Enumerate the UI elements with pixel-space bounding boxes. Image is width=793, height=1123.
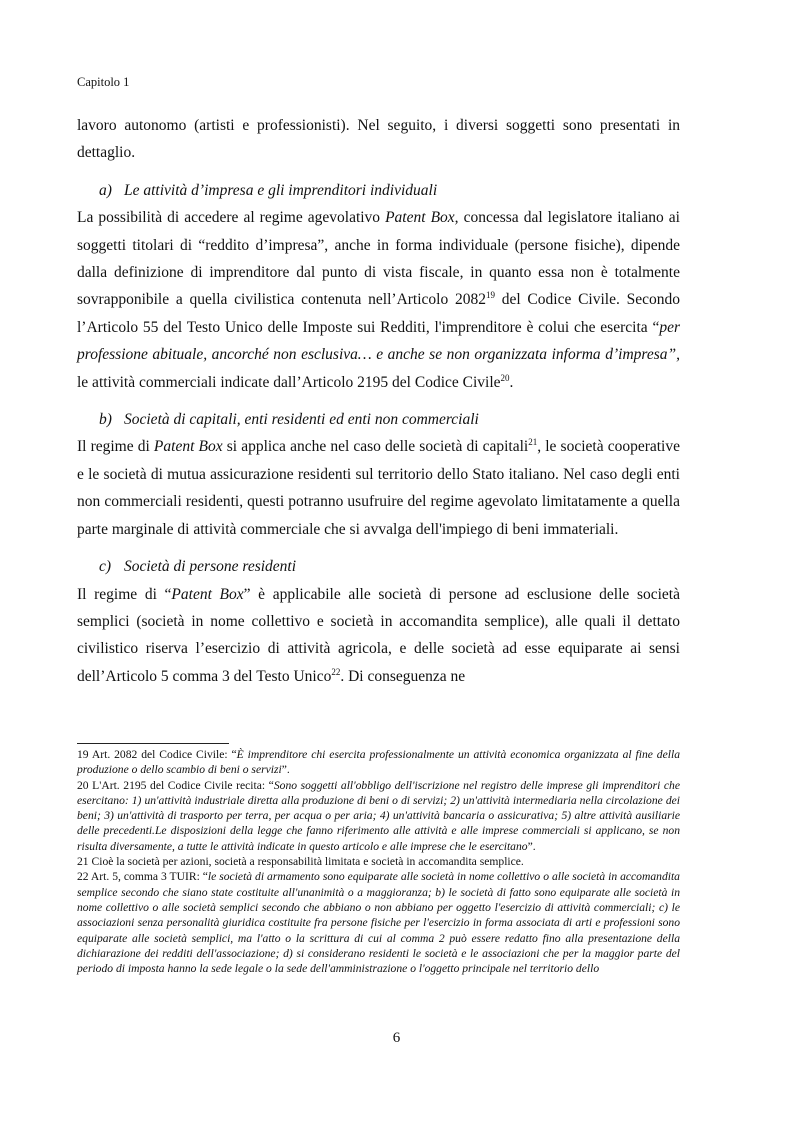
footnote-20 — [77, 778, 680, 854]
footnotes — [77, 747, 680, 976]
text-run-italic: Sono soggetti all'obbligo dell'iscrizione nel registro delle imprese gli imprenditori che esercitano: 1) un'attività industriale diretta alla produzione di beni o di servizi; 2) un'attività intermediaria nella circolazione dei beni; 3) un'attività di trasporto per terra, per acqua o per aria; 4) un'attività bancaria o assicurativa; 5) altre attività ausiliarie delle precedenti.Le disposizioni della legge che fanno riferimento alle attività e alle imprese commerciali si applicano, se non risulta diversamente, a tutte le attività indicate in questo articolo e alle imprese che le esercitano — [77, 778, 680, 853]
text-run: 19 Art. 2082 del Codice Civile: “ — [77, 748, 237, 761]
text-run: ” è applicabile alle società di persone ad esclusione delle società semplici (società in nome collettivo e società in accomandita semplice), alle quali il dettato civilistico riserva l’esercizio di attività agricola, e delle società ad esse equiparate ai sensi dell’Articolo 5 comma 3 del Testo Unico — [77, 585, 680, 685]
text-run-italic: le società di armamento sono equiparate alle società in nome collettivo o alle società in accomandita semplice secondo che siano state costituite all'unanimità o a maggioranza; b) le società di fatto sono equiparate alle società in nome collettivo o alle società semplici secondo che abbiano o non abbiano per oggetto l'esercizio di attività commerciali; c) le associazioni senza personalità giuridica costituite fra persone fisiche per l'esercizio in forma associata di arti e professioni sono equiparate alle società semplici, ma l'atto o la scrittura di cui al comma 2 può essere redatto fino alla presentazione della dichiarazione dei redditi dell'associazione; d) si considerano residenti le società e le associazioni che per la maggior parte del periodo di imposta hanno la sede legale o la sede dell'amministrazione o l'oggetto principale nel territorio dello — [77, 870, 680, 976]
text-run-italic: È imprenditore chi esercita professionalmente un attività economica organizzata al fine della produzione o dello scambio di beni o servizi — [77, 748, 680, 777]
section-heading — [77, 406, 680, 433]
footnote-21: 21 Cioè la società per azioni, società a responsabilità limitata e società in accomandita semplice. — [77, 855, 524, 869]
section-title: Società di persone residenti — [124, 558, 297, 576]
text-run: . — [509, 373, 514, 391]
section-heading — [77, 553, 680, 580]
text-run-italic: Patent Box — [171, 585, 244, 603]
text-run: . Di conseguenza ne — [340, 667, 466, 685]
section-b — [77, 406, 680, 543]
section-paragraph — [77, 433, 680, 543]
section-paragraph — [77, 581, 680, 691]
footnote-separator — [77, 743, 229, 744]
footnote-ref: 20 — [500, 372, 510, 383]
text-run: 20 L'Art. 2195 del Codice Civile recita: “ — [77, 778, 274, 792]
text-run-italic: per professione abituale, ancorché non esclusiva… e anche se non organizzata informa d’impresa”, — [77, 318, 680, 364]
section-title: Società di capitali, enti residenti ed enti non commerciali — [124, 411, 479, 429]
section-title: Le attività d’impresa e gli imprenditori individuali — [124, 181, 438, 199]
page-number: 6 — [392, 1030, 401, 1046]
text-run: le attività commerciali indicate dall’Articolo 2195 del Codice Civile — [77, 373, 501, 391]
section-letter: a) — [99, 181, 112, 199]
text-run: del Codice Civile. Secondo l’Articolo 55 del Testo Unico delle Imposte sui Redditi, l'imprenditore è colui che esercita “ — [77, 291, 680, 336]
footnote-ref: 19 — [485, 290, 495, 301]
footnote-ref: 21 — [528, 437, 538, 448]
footnote-19 — [77, 747, 680, 778]
section-c — [77, 553, 680, 690]
text-run: ”. — [527, 839, 536, 853]
section-heading — [77, 177, 680, 204]
text-run: Il regime di “ — [77, 585, 172, 603]
section-a — [77, 177, 680, 396]
chapter-header: Capitolo 1 — [77, 75, 130, 89]
text-run: concessa dal legislatore italiano ai soggetti titolari di “reddito d’impresa”, anche in forma individuale (persone fisiche), dipende dalla definizione di imprenditore dal punto di vista fiscale, in quanto essa non è totalmente sovrapponibile a quella civilistica contenuta nell’Articolo 2082 — [77, 209, 680, 309]
text-run: , le società cooperative e le società di mutua assicurazione residenti sul territorio dello Stato italiano. Nel caso degli enti non commerciali residenti, questi potranno usufruire del regime agevolato limitatamente a quella parte marginale di attività commerciale che si avvalga dell'impiego di beni immateriali. — [77, 438, 680, 538]
text-run: Il regime di — [77, 438, 154, 456]
footnote-ref: 22 — [331, 666, 341, 677]
text-run-italic: Patent Box — [153, 438, 223, 456]
footnote-22 — [77, 869, 680, 976]
text-run-italic: Patent Box, — [385, 209, 459, 227]
section-paragraph — [77, 204, 680, 396]
text-run: si applica anche nel caso delle società di capitali — [222, 438, 529, 456]
body-text — [77, 112, 680, 690]
text-run: ”. — [281, 763, 290, 777]
section-letter: c) — [99, 558, 112, 576]
section-letter: b) — [99, 411, 112, 429]
text-run: La possibilità di accedere al regime agevolativo — [77, 209, 386, 227]
intro-paragraph: lavoro autonomo (artisti e professionisti). Nel seguito, i diversi soggetti sono presentati in dettaglio. — [77, 117, 680, 162]
text-run: 22 Art. 5, comma 3 TUIR: “ — [77, 870, 208, 884]
